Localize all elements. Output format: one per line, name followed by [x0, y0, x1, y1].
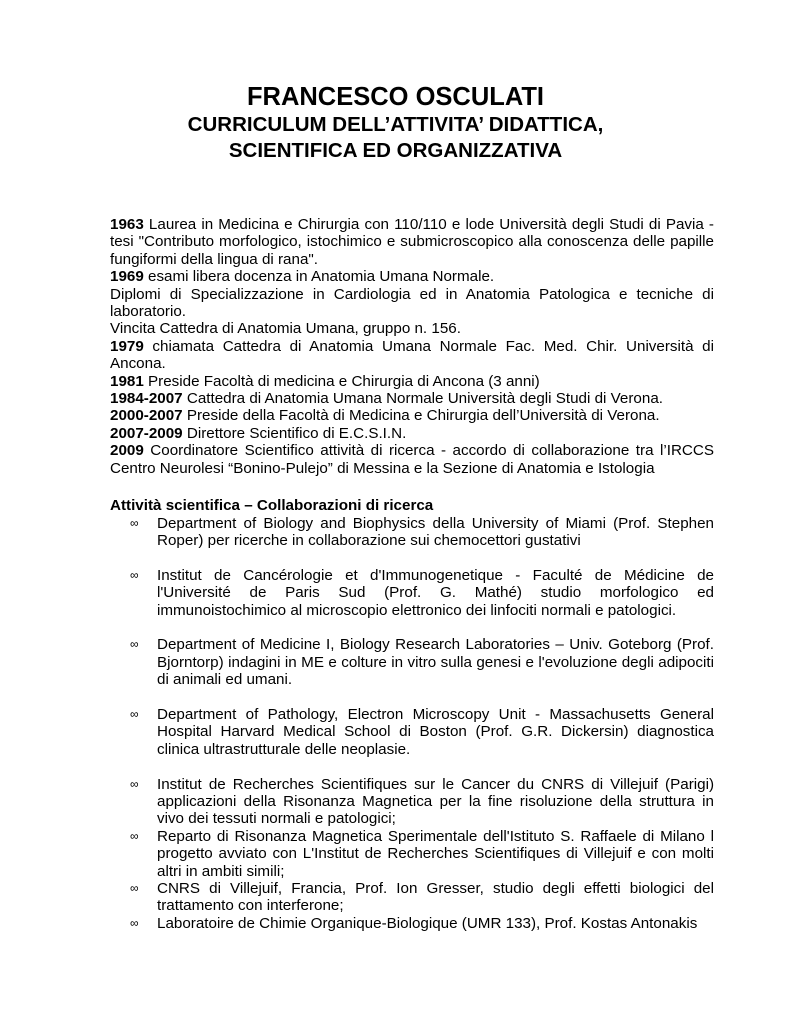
timeline-entry	[110, 268, 714, 285]
infinity-bullet-icon: ∞	[130, 706, 139, 721]
list-item-text: Reparto di Risonanza Magnetica Sperimentale dell'Istituto S. Raffaele di Milano l progetto avviato con L'Institut de Recherches Scientifiques di Villejuif e con molti altri in ambiti simili;	[157, 827, 714, 880]
timeline-text: Direttore Scientifico di E.C.S.I.N.	[182, 424, 407, 442]
timeline-text: esami libera docenza in Anatomia Umana Normale.	[143, 268, 495, 286]
timeline-text: Vincita Cattedra di Anatomia Umana, gruppo n. 156.	[110, 320, 461, 338]
list-item	[110, 515, 714, 550]
section-heading: Attività scientifica – Collaborazioni di ricerca	[110, 497, 434, 515]
collaboration-list	[110, 515, 714, 933]
timeline-text: Laurea in Medicina e Chirurgia con 110/110 e lode Università degli Studi di Pavia - tesi "Contributo morfologico, istochimico e submicroscopico alla conoscenza delle papille fungiformi della lingua di rana".	[110, 216, 714, 268]
timeline-year: 2007-2009	[110, 424, 183, 442]
document-subtitle-line2: SCIENTIFICA ED ORGANIZZATIVA	[228, 139, 563, 162]
timeline-text: chiamata Cattedra di Anatomia Umana Normale Fac. Med. Chir. Università di Ancona.	[110, 337, 714, 373]
timeline-text: Preside della Facoltà di Medicina e Chirurgia dell’Università di Verona.	[182, 407, 660, 425]
list-item-text: Institut de Cancérologie et d'Immunogenetique - Faculté de Médicine de l'Université de Paris Sud (Prof. G. Mathé) studio morfologico ed immunoistochimico al microscopio elettronico dei linfociti normali e patologici.	[157, 566, 714, 619]
timeline-entry	[110, 442, 714, 477]
timeline-year: 1984-2007	[110, 390, 183, 408]
infinity-bullet-icon: ∞	[130, 915, 139, 930]
list-item-text: Department of Biology and Biophysics della University of Miami (Prof. Stephen Roper) per ricerche in collaborazione sui chemocettori gustativi	[157, 514, 714, 549]
list-item-text: Department of Medicine I, Biology Research Laboratories – Univ. Goteborg (Prof. Bjorntorp) indagini in ME e colture in vitro sulla genesi e l'evoluzione degli adipociti di animali ed umani.	[157, 636, 714, 689]
timeline-text: Diplomi di Specializzazione in Cardiologia ed in Anatomia Patologica e tecniche di laboratorio.	[110, 285, 714, 321]
timeline-text: Preside Facoltà di medicina e Chirurgia di Ancona (3 anni)	[143, 372, 540, 390]
timeline-entry	[110, 390, 714, 407]
timeline-entry	[110, 216, 714, 268]
list-item	[110, 915, 714, 932]
timeline-entry	[110, 338, 714, 373]
timeline-year: 2000-2007	[110, 407, 183, 425]
infinity-bullet-icon: ∞	[130, 637, 139, 652]
list-item-text: Department of Pathology, Electron Microscopy Unit - Massachusetts General Hospital Harvard Medical School di Boston (Prof. G.R. Dickersin) diagnostica clinica ultrastrutturale delle neoplasie.	[157, 705, 714, 758]
list-item	[110, 567, 714, 619]
timeline-text: Coordinatore Scientifico attività di ricerca - accordo di collaborazione tra l’IRCCS Centro Neurolesi “Bonino-Pulejo” di Messina e la Sezione di Anatomia e Istologia	[110, 442, 714, 477]
document-title: FRANCESCO OSCULATI	[246, 83, 545, 111]
list-item	[110, 880, 714, 915]
list-item-text: Institut de Recherches Scientifiques sur le Cancer du CNRS di Villejuif (Parigi) applicazioni della Risonanza Magnetica per la fine risoluzione della struttura in vivo dei tessuti normali e patologici;	[157, 775, 714, 828]
timeline-year: 1963	[110, 216, 144, 233]
list-item-text: CNRS di Villejuif, Francia, Prof. Ion Gresser, studio degli effetti biologici del trattamento con interferone;	[157, 879, 714, 915]
timeline-year: 1969	[110, 268, 144, 286]
timeline-entry	[110, 425, 714, 442]
infinity-bullet-icon: ∞	[130, 567, 139, 582]
list-item	[110, 776, 714, 828]
timeline-year: 1979	[110, 337, 144, 355]
timeline-entry	[110, 286, 714, 321]
infinity-bullet-icon: ∞	[130, 776, 139, 791]
title-block	[0, 82, 791, 164]
list-item-text: Laboratoire de Chimie Organique-Biologique (UMR 133), Prof. Kostas Antonakis	[157, 914, 698, 932]
list-item	[110, 636, 714, 688]
list-item	[110, 828, 714, 880]
timeline-entry	[110, 373, 714, 390]
document-body	[110, 216, 714, 932]
document-subtitle-line1: CURRICULUM DELL’ATTIVITA’ DIDATTICA,	[187, 113, 604, 136]
timeline-entry	[110, 320, 714, 337]
timeline-year: 1981	[110, 372, 144, 390]
infinity-bullet-icon: ∞	[130, 880, 139, 895]
list-item	[110, 706, 714, 758]
infinity-bullet-icon: ∞	[130, 828, 139, 843]
timeline-text: Cattedra di Anatomia Umana Normale Università degli Studi di Verona.	[182, 390, 663, 408]
infinity-bullet-icon: ∞	[130, 515, 139, 530]
timeline-year: 2009	[110, 442, 144, 460]
timeline-entry	[110, 407, 714, 424]
